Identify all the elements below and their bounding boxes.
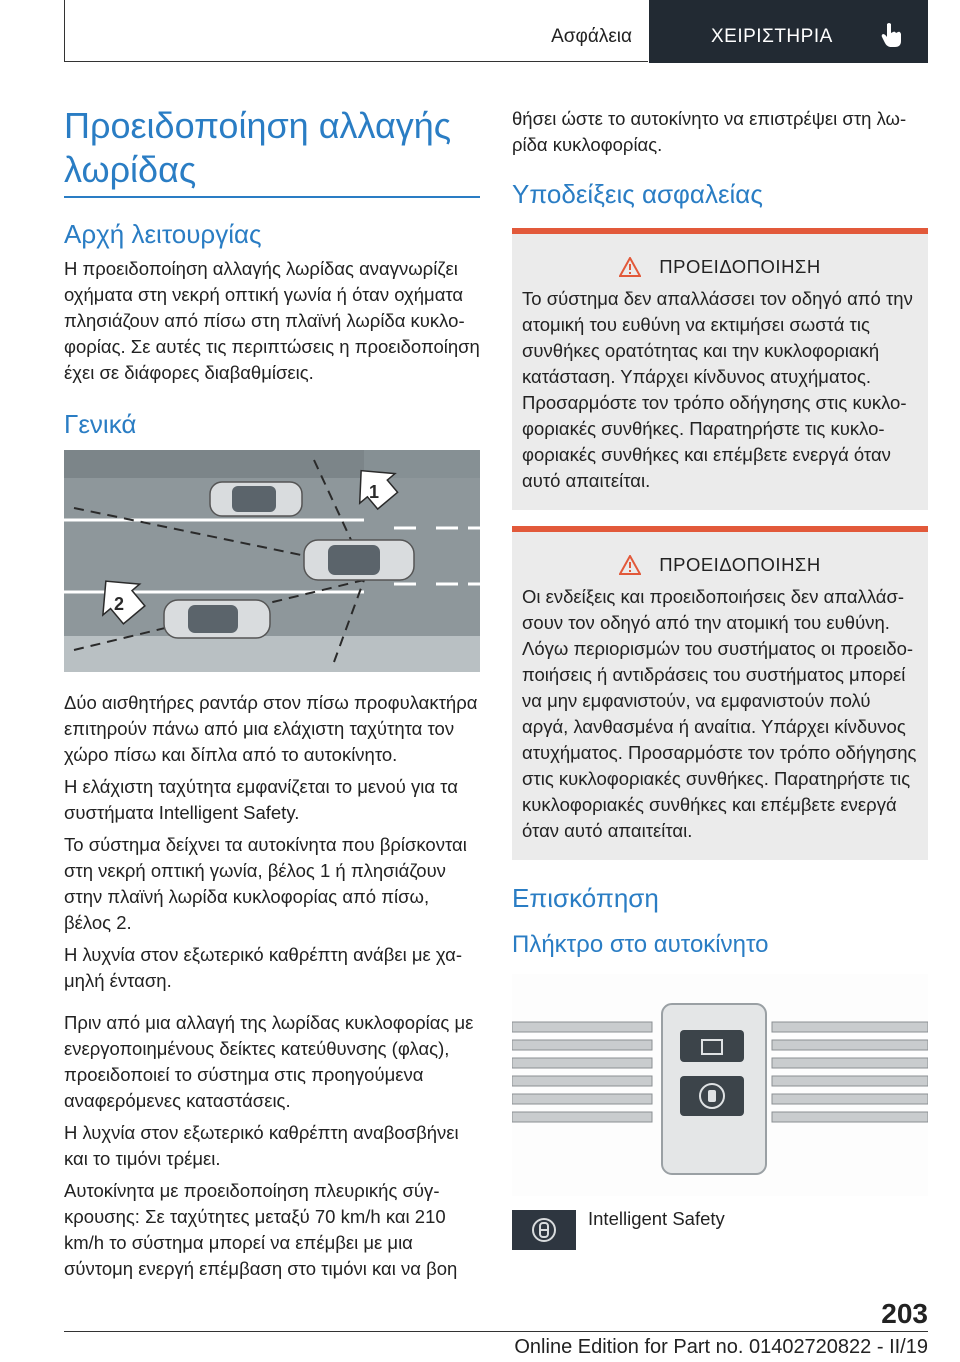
pointing-hand-icon <box>881 22 903 53</box>
intelligent-safety-icon <box>512 1210 576 1250</box>
warning-box-2 <box>512 526 928 860</box>
warning-text: Το σύστημα δεν απαλλάσσει τον οδηγό από την ατομική του ευθύνη να εκτιμήσει σωστά τις συνθήκες ορατότητας και την κυκλοφοριακή κατάσταση. Υπάρχει κίνδυνος ατυχήματος. Προσαρμόστε τον τρόπο οδήγησης στις κυκλοφοριακές συνθήκες. Παρατηρήστε τις κυκλοφοριακές συνθήκες και επέμβετε ενεργά όταν αυτό απαιτείται. <box>522 288 913 491</box>
button-legend-row <box>512 1206 928 1250</box>
title-line-2: λωρίδας <box>64 149 197 190</box>
section-label: Ασφάλεια <box>551 26 632 47</box>
warning-title: ΠΡΟΕΙΔΟΠΟΙΗΣΗ <box>659 554 821 575</box>
warning-triangle-icon <box>619 257 641 277</box>
paragraph-mirror-flash: Η λυχνία στον εξωτερικό καθρέπτη αναβοσβήνει και το τιμόνι τρέμει. <box>64 1121 459 1169</box>
paragraph-min-speed: Η ελάχιστη ταχύτητα εμφανίζεται το μενού για τα συστήματα Intelligent Safety. <box>64 775 458 823</box>
paragraph-sensors: Δύο αισθητήρες ραντάρ στον πίσω προφυλακτήρα επιτηρούν πάνω από μια ελάχιστη ταχύτητα τον χώρο πίσω και δίπλα από το αυτοκίνητο. <box>64 691 478 765</box>
lane-change-figure <box>64 450 480 672</box>
heading-general: Γενικά <box>64 408 137 439</box>
heading-overview: Επισκόπηση <box>512 883 659 913</box>
paragraph-mirror-light: Η λυχνία στον εξωτερικό καθρέπτη ανάβει με χαμηλή ένταση. <box>64 943 463 991</box>
title-rule <box>64 196 480 198</box>
svg-text:1: 1 <box>369 481 380 502</box>
heading-button: Πλήκτρο στο αυτοκίνητο <box>512 931 769 958</box>
heading-principle: Αρχή λειτουργίας <box>64 218 262 249</box>
car-middle <box>304 540 414 580</box>
right-column <box>512 100 928 1250</box>
svg-text:2: 2 <box>114 593 125 614</box>
paragraph-principle: Η προειδοποίηση αλλαγής λωρίδας αναγνωρίζει οχήματα στη νεκρή οπτική γωνία ή όταν οχήματα πλησιάζουν από πίσω στη πλαϊνή λωρίδα κυκλοφορίας. Σε αυτές τις περιπτώσεις η προειδοποίηση έχει σε διάφορες διαβαθμίσεις. <box>64 257 480 383</box>
manual-tab[interactable] <box>649 0 928 63</box>
section-tab[interactable] <box>64 0 648 62</box>
heading-safety: Υποδείξεις ασφαλείας <box>512 179 763 209</box>
warning-triangle-icon <box>619 555 641 575</box>
manual-label: ΧΕΙΡΙΣΤΗΡΙΑ <box>711 26 833 47</box>
button-photo <box>512 974 928 1196</box>
title-line-1: Προειδοποίηση αλλαγής <box>64 105 452 146</box>
intelligent-safety-label: Intelligent Safety <box>588 1208 725 1229</box>
warning-header <box>522 256 918 278</box>
paragraph-continued: θήσει ώστε το αυτοκίνητο να επιστρέψει στη λωρίδα κυκλοφορίας. <box>512 108 907 155</box>
warning-title: ΠΡΟΕΙΔΟΠΟΙΗΣΗ <box>659 256 821 277</box>
warning-box-1 <box>512 228 928 510</box>
car-top <box>210 482 302 516</box>
page-title <box>64 100 480 192</box>
page-number: 203 <box>881 1298 928 1329</box>
warning-text: Οι ενδείξεις και προειδοποιήσεις δεν απαλλάσσουν τον οδηγό από την ατομική του ευθύνη. Λόγω περιορισμών του συστήματος οι προειδοποιήσεις ή αντιδράσεις του συστήματος μπορεί να μην εμφανιστούν, να εμφανιστούν πολύ αργά, λανθασμένα ή αναίτια. Υπάρχει κίνδυνος ατυχήματος. Προσαρμόστε τον τρόπο οδήγησης στις κυκλοφοριακές συνθήκες. Παρατηρήστε τις κυκλοφοριακές συνθήκες και επέμβετε ενεργά όταν αυτό απαιτείται. <box>522 586 917 841</box>
car-bottom <box>164 600 270 638</box>
paragraph-arrows: Το σύστημα δείχνει τα αυτοκίνητα που βρίσκονται στη νεκρή οπτική γωνία, βέλος 1 ή πλησιάζουν στην πλαϊνή λωρίδα κυκλοφορίας από πίσω, βέλος 2. <box>64 833 467 933</box>
paragraph-turn-signal: Πριν από μια αλλαγή της λωρίδας κυκλοφορίας με ενεργοποιημένους δείκτες κατεύθυνσης (φλας), προειδοποιεί το σύστημα στις προηγούμενα αναφερόμενες καταστάσεις. <box>64 1011 474 1111</box>
hazard-button[interactable] <box>680 1030 744 1062</box>
footer-rule <box>64 1331 928 1332</box>
footer-edition: Online Edition for Part no. 01402720822 - II/19 <box>514 1336 928 1358</box>
left-column <box>64 100 480 1288</box>
page-header <box>64 0 928 66</box>
paragraph-steering: Αυτοκίνητα με προειδοποίηση πλευρικής σύγκρουσης: Σε ταχύτητες μεταξύ 70 km/h και 210 km/h το σύστημα μπορεί να επέμβει με μια σύντομη ενεργή επέμβαση στο τιμόνι και να βοη <box>64 1179 458 1279</box>
warning-header <box>522 554 918 576</box>
